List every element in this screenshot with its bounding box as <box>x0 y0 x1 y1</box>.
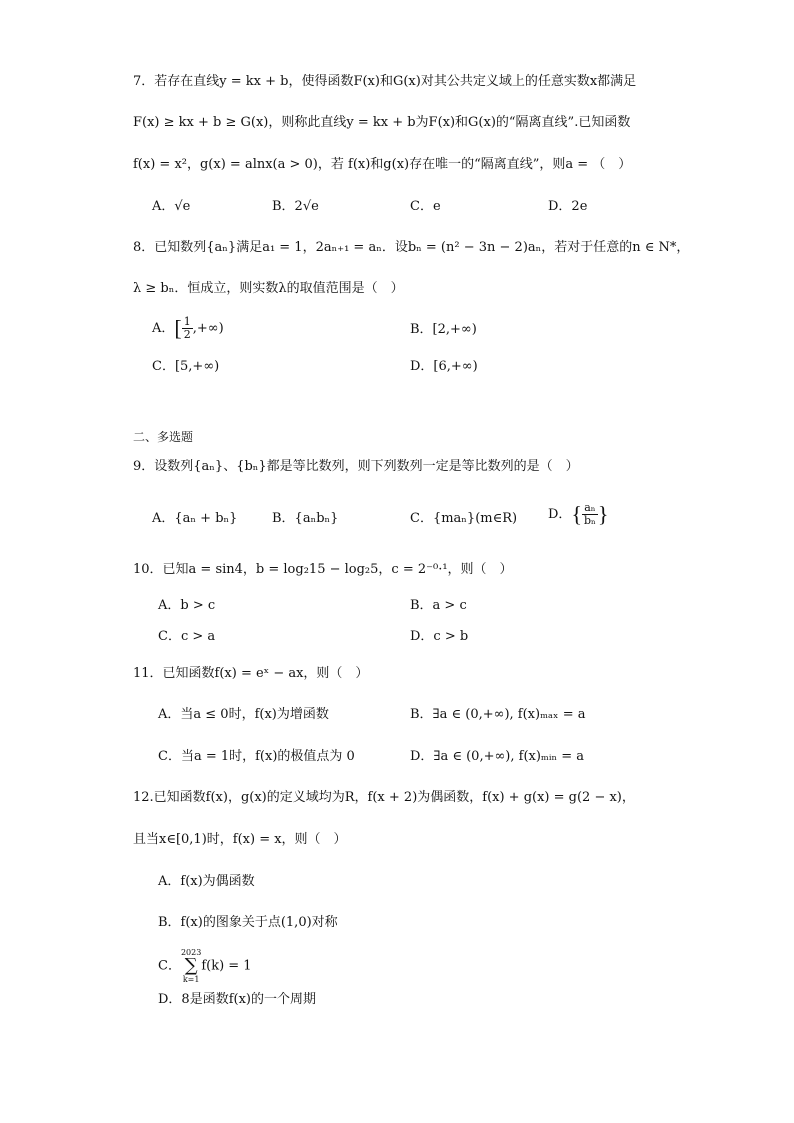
q12-line1: 12.已知函数f(x)，g(x)的定义域均为R，f(x + 2)为偶函数，f(x) + g(x) = g(2 − x)， <box>133 790 635 805</box>
q11-option-a: A．当a ≤ 0时，f(x)为增函数 <box>158 707 329 722</box>
q12-option-c-rest: f(k) = 1 <box>201 958 252 974</box>
q10-option-d: D．c > b <box>410 629 469 644</box>
q7-line2: F(x) ≥ kx + b ≥ G(x)，则称此直线y = kx + b为F(x)和G(x)的“隔离直线”.已知函数 <box>133 115 631 130</box>
q12-option-d: D．8是函数f(x)的一个周期 <box>158 992 316 1007</box>
q11-option-d: D．∃a ∈ (0,+∞), f(x)ₘᵢₙ = a <box>410 749 585 764</box>
q9-line1: 9．设数列{aₙ}、{bₙ}都是等比数列，则下列数列一定是等比数列的是（ ） <box>133 459 579 474</box>
q12-option-b: B．f(x)的图象关于点(1,0)对称 <box>158 915 338 930</box>
q8-option-a-bracket: [ <box>174 315 182 341</box>
q7-option-b: B．2√e <box>272 199 319 214</box>
q8-option-b: B．[2,+∞) <box>410 322 477 337</box>
section-multiple-choice-heading: 二、多选题 <box>133 430 194 444</box>
q8-option-d: D．[6,+∞) <box>410 359 478 374</box>
q12-option-a: A．f(x)为偶函数 <box>158 874 255 889</box>
q9-option-d-left-brace: { <box>571 501 582 527</box>
sigma-icon: ∑ <box>184 955 198 976</box>
q12-option-c-sum-upper: 2023 <box>180 948 202 957</box>
q12-option-c-sum-lower: k=1 <box>182 975 200 984</box>
q9-option-a: A．{aₙ + bₙ} <box>152 511 238 526</box>
q9-option-d-numerator: aₙ <box>582 502 598 515</box>
q7-option-a: A．√e <box>152 199 191 214</box>
q9-option-d-denominator: bₙ <box>584 514 596 527</box>
q11-option-b: B．∃a ∈ (0,+∞), f(x)ₘₐₓ = a <box>410 707 586 722</box>
q12-line2: 且当x∈[0,1)时，f(x) = x，则（ ） <box>133 832 347 847</box>
q8-option-a-numerator: 1 <box>183 315 191 328</box>
q11-line1: 11．已知函数f(x) = eˣ − ax，则（ ） <box>133 666 369 681</box>
q9-option-d-prefix: D． <box>548 507 572 522</box>
q7-line1: 7．若存在直线y = kx + b，使得函数F(x)和G(x)对其公共定义域上的任意实数x都满足 <box>133 74 637 89</box>
q9-option-d-fraction <box>582 502 598 527</box>
q12-option-c <box>158 948 252 984</box>
q12-option-c-summation <box>181 948 201 984</box>
q8-option-a-fraction <box>182 316 193 341</box>
q8-option-a <box>152 316 224 341</box>
q9-option-b: B．{aₙbₙ} <box>272 511 339 526</box>
q10-option-c: C．c > a <box>158 629 216 644</box>
q8-option-c: C．[5,+∞) <box>152 359 220 374</box>
q7-line3: f(x) = x²，g(x) = alnx(a > 0)，若 f(x)和g(x)存在唯一的“隔离直线”，则a = （ ） <box>133 157 632 172</box>
q11-option-c: C．当a = 1时，f(x)的极值点为 0 <box>158 749 355 764</box>
q10-line1: 10．已知a = sin4，b = log₂15 − log₂5，c = 2⁻⁰·¹，则（ ） <box>133 562 513 577</box>
q12-option-c-prefix: C． <box>158 958 181 974</box>
q8-line2: λ ≥ bₙ．恒成立，则实数λ的取值范围是（ ） <box>133 281 404 296</box>
q8-option-a-rest: ,+∞) <box>192 321 224 336</box>
q9-option-d-right-brace: } <box>597 501 609 527</box>
q8-option-a-denominator: 2 <box>183 328 191 341</box>
q7-option-c: C．e <box>410 199 441 214</box>
q9-option-c: C．{maₙ}(m∈R) <box>410 511 518 526</box>
q10-option-b: B．a > c <box>410 598 467 613</box>
q7-option-d: D．2e <box>548 199 588 214</box>
q9-option-d <box>548 502 608 527</box>
q10-option-a: A．b > c <box>158 598 216 613</box>
q8-option-a-prefix: A． <box>152 321 175 336</box>
q8-line1: 8．已知数列{aₙ}满足a₁ = 1，2aₙ₊₁ = aₙ．设bₙ = (n² − 3n − 2)aₙ，若对于任意的n ∈ N*， <box>133 240 690 255</box>
